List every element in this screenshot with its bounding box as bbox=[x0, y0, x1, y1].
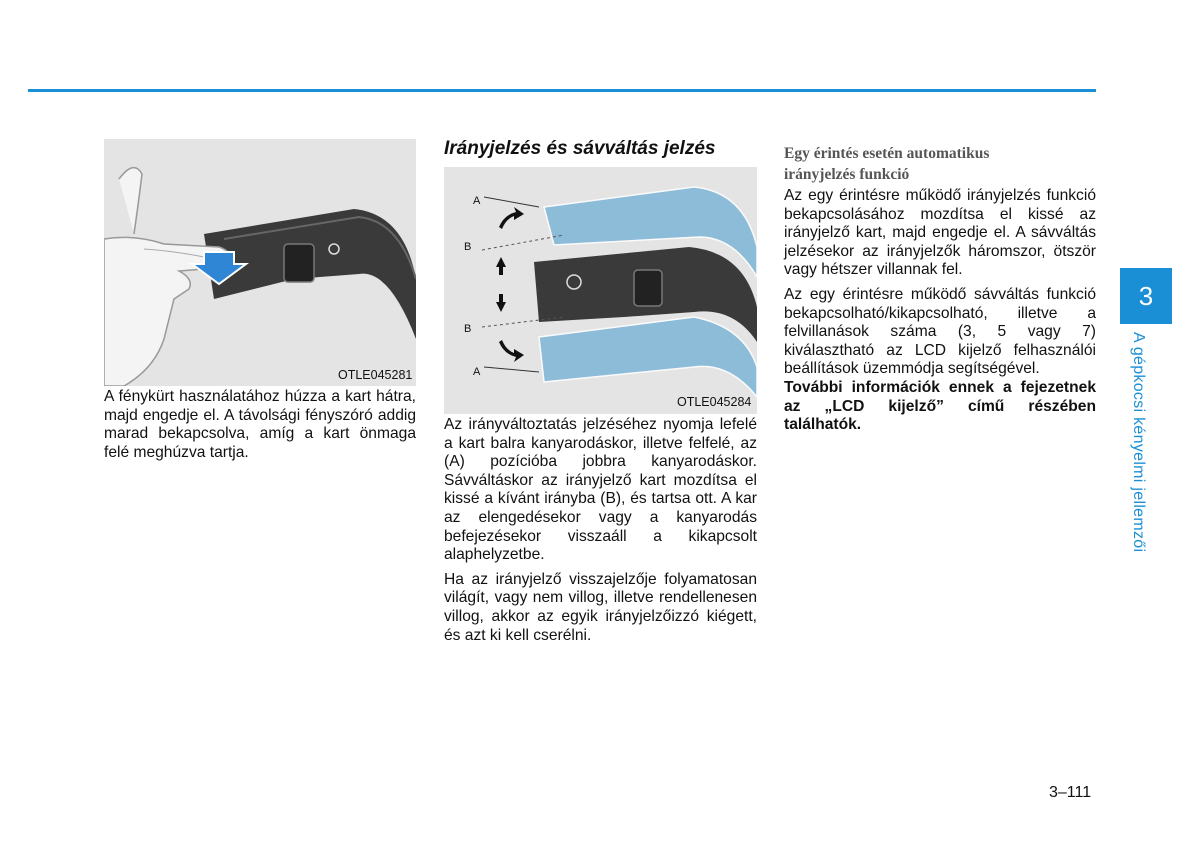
chapter-tab: 3 bbox=[1120, 268, 1172, 324]
label-a-bottom: A bbox=[473, 366, 481, 378]
right-column-text bbox=[784, 187, 1096, 441]
page-number: 3–111 bbox=[1049, 784, 1092, 801]
paragraph: Az irányváltoztatás jelzéséhez nyomja lefelé a kart balra kanyarodáskor, illetve felfelé, az (A) pozícióba jobbra kanyarodáskor. Sávváltáskor az irányjelző kart mozdítsa el kissé a kívánt irányba (B), és tartsa ott. A kar az elengedésekor vagy a kanyarodás befejezésekor visszaáll a kikapcsolt alaphelyzetbe. bbox=[444, 416, 757, 564]
section-heading: Irányjelzés és sávváltás jelzés bbox=[444, 138, 716, 159]
paragraph: Az egy érintésre működő sávváltás funkció bekapcsolható/kikapcsolható, illetve a felvillanások száma (3, 5 vagy 7) kiválasztható az LCD kijelző felhasználói beállítások üzemmódja segítségével. bbox=[784, 285, 1096, 378]
paragraph: Az egy érintésre működő irányjelzés funkció bekapcsolásához mozdítsa el kissé az irányjelző kart, majd engedje el. A sávváltás jelzésekor az irányjelzők háromszor, ötször vagy hétszer villannak fel. bbox=[784, 187, 1096, 279]
chapter-side-title bbox=[1129, 332, 1149, 572]
heading-line: irányjelzés funkció bbox=[784, 166, 910, 183]
figure-code: OTLE045281 bbox=[338, 368, 413, 382]
left-column-text bbox=[104, 388, 416, 468]
chapter-title: A gépkocsi kényelmi jellemzői bbox=[1130, 332, 1147, 553]
headlight-flash-figure bbox=[104, 139, 416, 386]
paragraph: Ha az irányjelző visszajelzője folyamatosan világít, vagy nem villog, illetve rendellenesen villog, akkor az egyik irányjelzőizzó kiégett, és azt ki kell cserélni. bbox=[444, 570, 757, 644]
turn-signal-stalk-illustration bbox=[444, 167, 757, 414]
label-a-top: A bbox=[473, 195, 481, 207]
label-b-bottom: B bbox=[464, 323, 472, 335]
paragraph: A fénykürt használatához húzza a kart hátra, majd engedje el. A távolsági fényszóró addig marad bekapcsolva, amíg a kart önmaga felé meghúzva tartja. bbox=[104, 388, 416, 461]
middle-column-text bbox=[444, 416, 757, 651]
subsection-heading bbox=[784, 143, 1084, 185]
paragraph-bold: További információk ennek a fejezetnek az „LCD kijelző” című részében találhatók. bbox=[784, 378, 1096, 434]
heading-line: Egy érintés esetén automatikus bbox=[784, 145, 990, 162]
turn-signal-figure bbox=[444, 167, 757, 414]
stalk-pull-illustration bbox=[104, 139, 416, 386]
label-b-top: B bbox=[464, 241, 472, 253]
header-rule bbox=[28, 89, 1096, 92]
figure-code: OTLE045284 bbox=[677, 395, 752, 409]
